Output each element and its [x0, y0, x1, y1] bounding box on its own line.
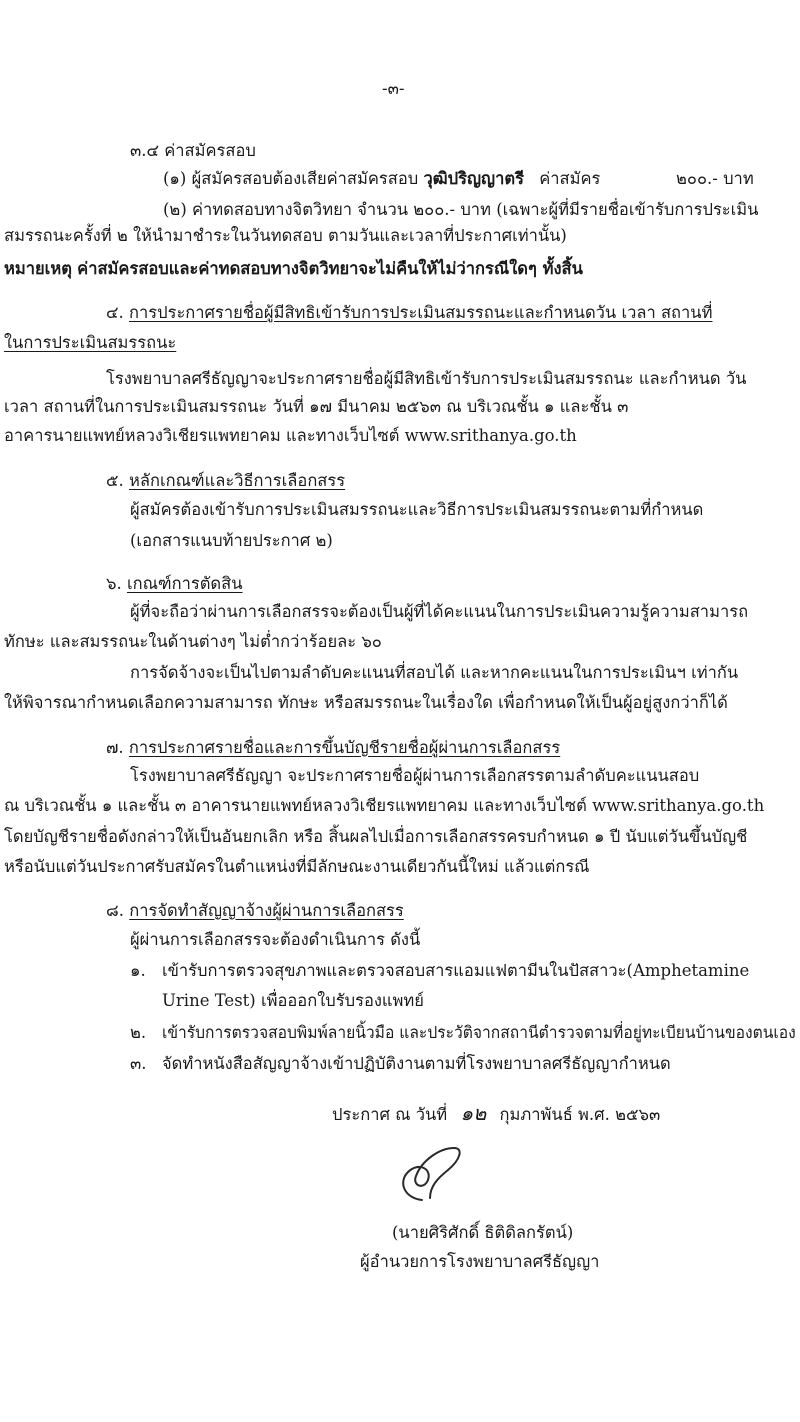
- fee-item-1-text: (๑) ผู้สมัครสอบต้องเสียค่าสมัครสอบ: [163, 169, 419, 188]
- section-7-line-3: โดยบัญชีรายชื่อดังกล่าวให้เป็นอันยกเลิก หรือ สิ้นผลไปเมื่อการเลือกสรรครบกำหนด ๑ ปี นับแต่วันขึ้นบัญชี: [4, 827, 748, 846]
- signer-title: ผู้อำนวยการโรงพยาบาลศรีธัญญา: [360, 1252, 600, 1271]
- date-day-handwritten: ๑๒: [460, 1101, 487, 1125]
- fee-item-2-line-1: (๒) ค่าทดสอบทางจิตวิทยา จำนวน ๒๐๐.- บาท (เฉพาะผู้ที่มีรายชื่อเข้ารับการประเมิน: [163, 200, 759, 219]
- fee-degree: วุฒิปริญญาตรี: [423, 169, 524, 188]
- section-8-item-1-line-2: Urine Test) เพื่อออกใบรับรองแพทย์: [162, 991, 424, 1010]
- section-5-number: ๕.: [106, 471, 124, 490]
- section-8-title: การจัดทำสัญญาจ้างผู้ผ่านการเลือกสรร: [129, 901, 404, 920]
- section-4-line-3: อาคารนายแพทย์หลวงวิเชียรแพทยาคม และทางเว็บไซต์ www.srithanya.go.th: [4, 426, 577, 445]
- page-number: -๓-: [382, 79, 405, 98]
- section-7-title: การประกาศรายชื่อและการขึ้นบัญชีรายชื่อผู้ผ่านการเลือกสรร: [128, 738, 561, 757]
- fee-note: [4, 258, 583, 280]
- section-5-line-2: (เอกสารแนบท้ายประกาศ ๒): [130, 531, 333, 550]
- section-4-number: ๔.: [106, 303, 124, 322]
- section-6-line-1: ผู้ที่จะถือว่าผ่านการเลือกสรรจะต้องเป็นผู้ที่ได้คะแนนในการประเมินความรู้ความสามารถ: [130, 602, 749, 621]
- section-5-title-row: [106, 470, 345, 492]
- section-5-title: หลักเกณฑ์และวิธีการเลือกสรร: [128, 471, 346, 490]
- section-8-item-2-number: ๒.: [130, 1023, 147, 1042]
- section-8-item-2: เข้ารับการตรวจสอบพิมพ์ลายนิ้วมือ และประวัติจากสถานีตำรวจตามที่อยู่ทะเบียนบ้านของตนเอง: [162, 1023, 796, 1042]
- section-8-intro: ผู้ผ่านการเลือกสรรจะต้องดำเนินการ ดังนี้: [130, 930, 421, 949]
- fee-heading: ๓.๔ ค่าสมัครสอบ: [130, 141, 256, 160]
- section-8-item-3: จัดทำหนังสือสัญญาจ้างเข้าปฏิบัติงานตามที่โรงพยาบาลศรีธัญญากำหนด: [162, 1054, 671, 1073]
- fee-amount: ๒๐๐.- บาท: [676, 169, 754, 188]
- date-month-year: กุมภาพันธ์ พ.ศ. ๒๕๖๓: [499, 1105, 661, 1124]
- fee-label: ค่าสมัคร: [539, 169, 601, 188]
- section-5-line-1: ผู้สมัครต้องเข้ารับการประเมินสมรรถนะและวิธีการประเมินสมรรถนะตามที่กำหนด: [130, 500, 704, 519]
- date-prefix: ประกาศ ณ วันที่: [332, 1105, 448, 1124]
- section-6-title: เกณฑ์การตัดสิน: [126, 574, 243, 593]
- section-7-line-2: ณ บริเวณชั้น ๑ และชั้น ๓ อาคารนายแพทย์หลวงวิเชียรแพทยาคม และทางเว็บไซต์ www.srithanya.go.th: [4, 796, 765, 815]
- section-6-line-4: ให้พิจารณากำหนดเลือกความสามารถ ทักษะ หรือสมรรถนะในเรื่องใด เพื่อกำหนดให้เป็นผู้อยู่สูงกว่าก็ได้: [4, 693, 728, 712]
- fee-item-1: [163, 168, 600, 190]
- section-6-title-row: [106, 573, 243, 595]
- section-4-title-line-1: [106, 302, 712, 324]
- section-4-line-2: เวลา สถานที่ในการประเมินสมรรถนะ วันที่ ๑๗ มีนาคม ๒๕๖๓ ณ บริเวณชั้น ๑ และชั้น ๓: [4, 397, 629, 416]
- section-8-title-row: [106, 900, 404, 922]
- signature: [392, 1142, 472, 1208]
- section-8-item-1-number: ๑.: [130, 961, 146, 980]
- section-7-title-row: [106, 737, 560, 759]
- section-7-line-4: หรือนับแต่วันประกาศรับสมัครในตำแหน่งที่มีลักษณะงานเดียวกันนี้ใหม่ แล้วแต่กรณี: [4, 857, 590, 876]
- section-4-title: การประกาศรายชื่อผู้มีสิทธิเข้ารับการประเมินสมรรถนะและกำหนดวัน เวลา สถานที่: [128, 303, 713, 322]
- section-7-line-1: โรงพยาบาลศรีธัญญา จะประกาศรายชื่อผู้ผ่านการเลือกสรรตามลำดับคะแนนสอบ: [130, 766, 700, 785]
- section-7-number: ๗.: [106, 738, 124, 757]
- section-4-line-1: โรงพยาบาลศรีธัญญาจะประกาศรายชื่อผู้มีสิทธิเข้ารับการประเมินสมรรถนะ และกำหนด วัน: [106, 369, 747, 388]
- section-6-line-3: การจัดจ้างจะเป็นไปตามลำดับคะแนนที่สอบได้ และหากคะแนนในการประเมินฯ เท่ากัน: [130, 663, 739, 682]
- section-6-line-2: ทักษะ และสมรรถนะในด้านต่างๆ ไม่ต่ำกว่าร้อยละ ๖๐: [4, 632, 382, 651]
- note-label: หมายเหตุ: [4, 259, 72, 278]
- fee-item-2-line-2: สมรรถนะครั้งที่ ๒ ให้นำมาชำระในวันทดสอบ ตามวันและเวลาที่ประกาศเท่านั้น): [4, 226, 567, 245]
- section-6-number: ๖.: [106, 574, 122, 593]
- section-8-item-1-line-1: เข้ารับการตรวจสุขภาพและตรวจสอบสารแอมแฟตามีนในปัสสาวะ(Amphetamine: [162, 961, 750, 980]
- announcement-date: [332, 1102, 660, 1126]
- section-8-item-3-number: ๓.: [130, 1054, 147, 1073]
- section-4-title-line-2: ในการประเมินสมรรถนะ: [4, 333, 177, 352]
- signer-name: (นายศิริศักดิ์ ธิติดิลกรัตน์): [392, 1223, 574, 1242]
- section-8-number: ๘.: [106, 901, 124, 920]
- note-text: ค่าสมัครสอบและค่าทดสอบทางจิตวิทยาจะไม่คืนให้ไม่ว่ากรณีใดๆ ทั้งสิ้น: [77, 259, 583, 278]
